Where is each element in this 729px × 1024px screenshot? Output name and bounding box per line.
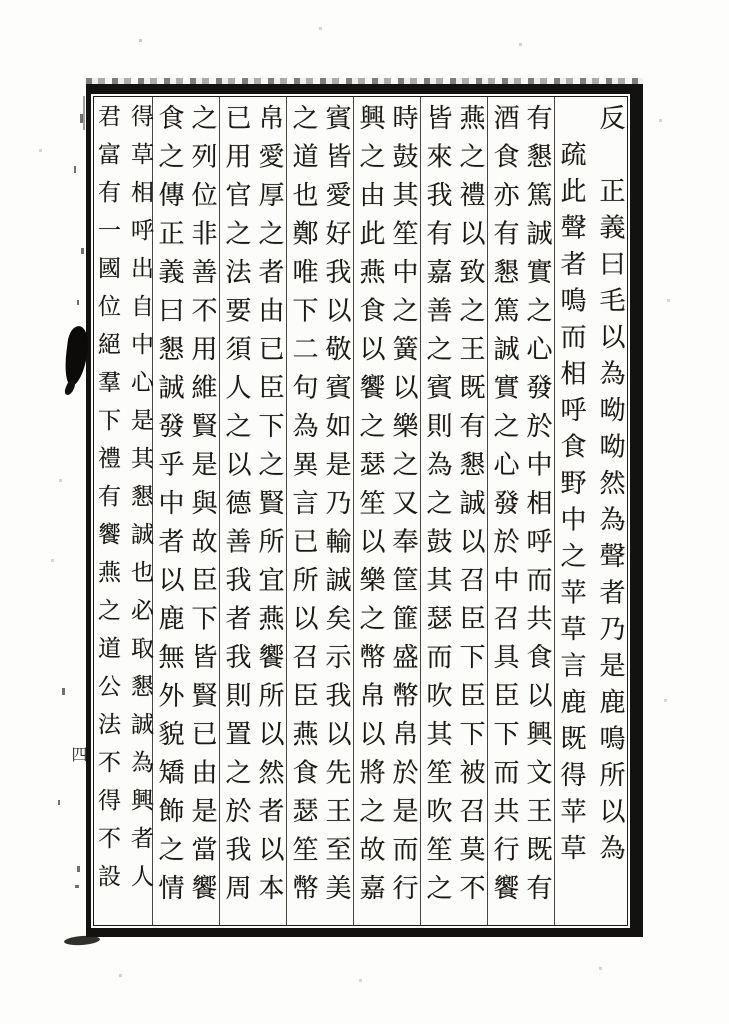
column-8-left-line: 君富有一國位絕羣下禮有饗燕之道公法不得不設 — [94, 104, 120, 902]
text-column-8 — [94, 97, 152, 925]
column-2-left-line: 酒食亦有懇篤誠實之心發於中召具臣下而共行饗 — [489, 104, 519, 913]
text-block-frame — [93, 96, 628, 926]
text-column-2 — [487, 97, 554, 925]
column-7-right-line: 之列位非善不用維賢是與故臣下皆賢已由是當饗 — [187, 104, 217, 913]
bottom-left-ink-smudge — [64, 935, 101, 946]
column-3-left-line: 皆來我有嘉善之賓則為之鼓其瑟而吹其笙吹笙之 — [422, 104, 452, 913]
text-column-1 — [554, 97, 627, 925]
margin-mark — [83, 96, 85, 130]
text-column-3 — [420, 97, 487, 925]
column-6-right-line: 帛愛厚之者由已臣下之賢所宜燕饗所以然者以本 — [254, 104, 284, 913]
column-1-right-line: 反 正義曰毛以為呦呦然為聲者乃是鹿鳴所以為 — [595, 104, 625, 871]
column-4-left-line: 興之由此燕食以饗之瑟笙以樂之幣帛以將之故嘉 — [355, 104, 385, 913]
text-column-7 — [152, 97, 219, 925]
scan-noise-speckles — [0, 0, 1, 1]
text-column-6 — [219, 97, 286, 925]
column-2-right-line: 有懇篤誠實之心發於中相呼而共食以興文王既有 — [522, 104, 552, 913]
column-5-left-line: 之道也鄭唯下二句為異言已所以召臣燕食瑟笙幣 — [288, 104, 318, 913]
margin-mark — [62, 688, 65, 695]
printed-page-frame — [86, 84, 643, 937]
column-5-right-line: 賓皆愛好我以敬賓如是乃輸誠矣示我以先王至美 — [321, 104, 351, 913]
text-column-4 — [353, 97, 420, 925]
column-7-left-line: 食之傳正義曰懇誠發乎中者以鹿無外貌矯飾之情 — [154, 104, 184, 913]
margin-mark — [77, 300, 79, 305]
folio-page-number: 四 — [69, 746, 88, 762]
column-4-right-line: 時鼓其笙中之簧以樂之又奉筐篚盛幣帛於是而行 — [388, 104, 418, 913]
margin-mark — [58, 800, 60, 805]
margin-mark — [81, 248, 84, 254]
column-1-left-line: 疏此聲者鳴而相呼食野中之苹草言鹿既得苹草 — [556, 104, 586, 871]
column-6-left-line: 已用官之法要須人之以德善我者我則置之於我周 — [221, 104, 251, 913]
margin-mark — [75, 885, 79, 888]
margin-mark — [77, 866, 80, 872]
text-column-5 — [286, 97, 353, 925]
margin-mark — [74, 166, 76, 173]
column-8-right-line: 得草相呼出自中心是其懇誠也必取懇誠為興者人 — [127, 104, 153, 902]
column-3-right-line: 燕之禮以致之王既有懇誠以召臣下臣下被召莫不 — [455, 104, 485, 913]
